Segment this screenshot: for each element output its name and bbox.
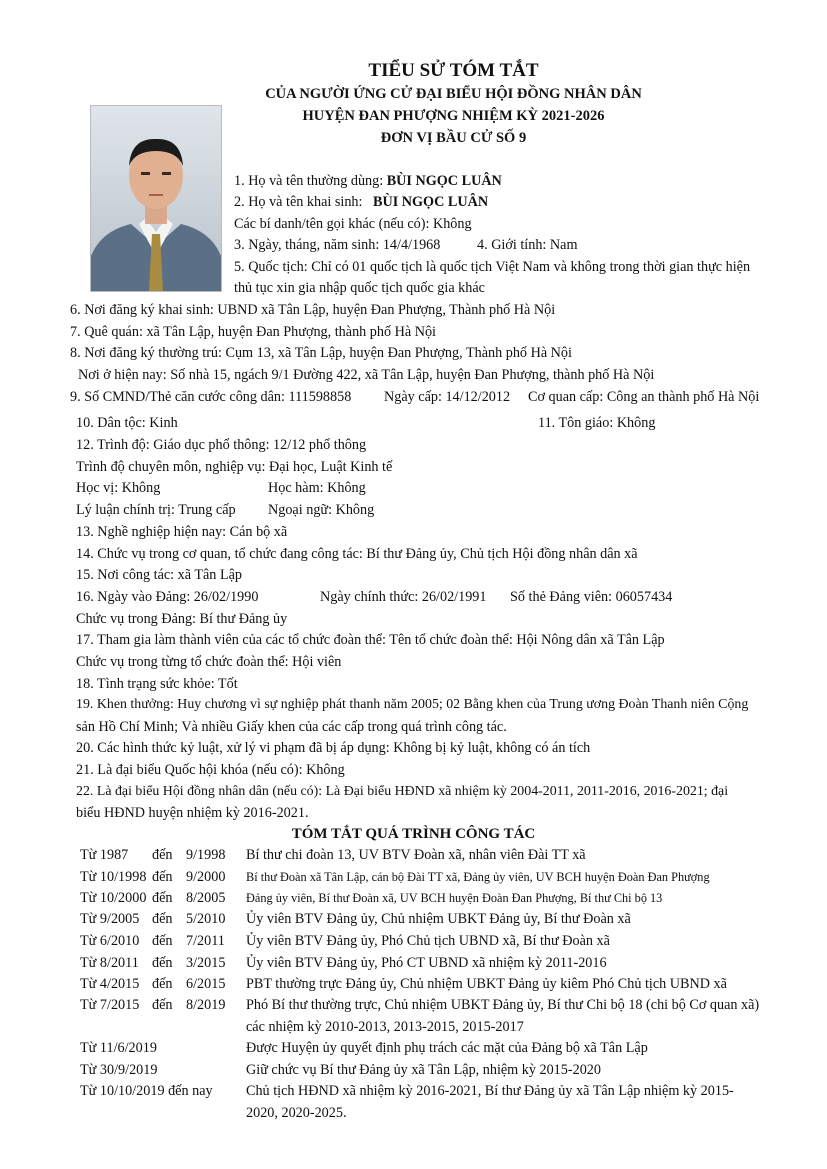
academic-title-line: Học hàm: Không: [268, 480, 366, 496]
name-birth-value: BÙI NGỌC LUÂN: [373, 194, 489, 210]
career-from: Từ 8/2011: [80, 955, 139, 971]
id-number-line: 9. Số CMND/Thẻ căn cước công dân: 111598858: [70, 389, 352, 405]
career-from: Từ 11/6/2019: [80, 1040, 157, 1056]
politics-line: Lý luận chính trị: Trung cấp: [76, 502, 236, 518]
career-from: Từ 1987: [80, 847, 129, 863]
position-line: 14. Chức vụ trong cơ quan, tổ chức đang công tác: Bí thư Đảng ủy, Chủ tịch Hội đồng nhân dân xã: [76, 546, 638, 562]
party-card-line: Số thẻ Đảng viên: 06057434: [510, 589, 673, 605]
career-description-continued: 2020, 2020-2025.: [246, 1105, 347, 1121]
career-from: Từ 10/2000: [80, 890, 147, 906]
subtitle-council: CỦA NGƯỜI ỨNG CỬ ĐẠI BIỂU HỘI ĐỒNG NHÂN DÂN: [265, 86, 642, 102]
awards-line-1: 19. Khen thưởng: Huy chương vì sự nghiệp phát thanh năm 2005; 02 Bằng khen của Trung ương Đoàn Thanh niên Cộng: [76, 697, 749, 712]
discipline-line: 20. Các hình thức kỷ luật, xử lý vi phạm đã bị áp dụng: Không bị kỷ luật, không có án tích: [76, 740, 591, 756]
career-from: Từ 10/10/2019 đến nay: [80, 1083, 213, 1099]
awards-line-2: sản Hồ Chí Minh; Và nhiều Giấy khen của các cấp trong quá trình công tác.: [76, 719, 507, 735]
council-line-1: 22. Là đại biểu Hội đồng nhân dân (nếu có): Là Đại biểu HĐND xã nhiệm kỳ 2004-2011, 2011-2016, 2016-2021; đại: [76, 784, 729, 799]
career-to: 9/1998: [186, 847, 226, 863]
career-from: Từ 30/9/2019: [80, 1062, 158, 1078]
id-date-line: Ngày cấp: 14/12/2012: [384, 389, 511, 405]
subtitle-constituency: ĐƠN VỊ BẦU CỬ SỐ 9: [380, 130, 527, 146]
name-birth-label: 2. Họ và tên khai sinh:: [234, 194, 363, 210]
name-common-label: 1. Họ và tên thường dùng:: [234, 173, 387, 189]
portrait-illustration: [91, 106, 221, 291]
career-to: 8/2005: [186, 890, 226, 906]
career-from: Từ 10/1998: [80, 869, 147, 885]
mass-organization-role-line: Chức vụ trong từng tổ chức đoàn thể: Hội viên: [76, 654, 342, 670]
career-description: PBT thường trực Đảng ủy, Chủ nhiệm UBKT Đảng ủy kiêm Phó Chủ tịch UBND xã: [246, 976, 727, 992]
career-description: Ủy viên BTV Đảng ủy, Chủ nhiệm UBKT Đảng ủy, Bí thư Đoàn xã: [246, 911, 631, 927]
career-to-word: đến: [152, 847, 173, 863]
career-from: Từ 4/2015: [80, 976, 140, 992]
career-description: Bí thư Đoàn xã Tân Lập, cán bộ Đài TT xã, Đảng ủy viên, UV BCH huyện Đoàn Đan Phượng: [246, 870, 710, 884]
career-to-word: đến: [152, 869, 173, 885]
dob-line: 3. Ngày, tháng, năm sinh: 14/4/1968: [234, 237, 441, 253]
document-title: TIỂU SỬ TÓM TẮT: [368, 60, 539, 81]
career-to-word: đến: [152, 890, 173, 906]
career-to-word: đến: [152, 976, 173, 992]
career-description: Được Huyện ủy quyết định phụ trách các mặt của Đảng bộ xã Tân Lập: [246, 1040, 648, 1056]
party-official-line: Ngày chính thức: 26/02/1991: [320, 589, 487, 605]
career-section-title: TÓM TẮT QUÁ TRÌNH CÔNG TÁC: [291, 826, 536, 842]
party-join-line: 16. Ngày vào Đảng: 26/02/1990: [76, 589, 259, 605]
national-assembly-line: 21. Là đại biểu Quốc hội khóa (nếu có): Không: [76, 762, 345, 778]
career-to-word: đến: [152, 933, 173, 949]
career-to: 9/2000: [186, 869, 226, 885]
portrait-photo: [90, 105, 222, 292]
party-position-line: Chức vụ trong Đảng: Bí thư Đảng ủy: [76, 611, 288, 627]
degree-line: Học vị: Không: [76, 480, 161, 496]
council-line-2: biểu HĐND huyện nhiệm kỳ 2016-2021.: [76, 805, 309, 821]
name-common-value: BÙI NGỌC LUÂN: [386, 173, 502, 189]
nationality-line-1: 5. Quốc tịch: Chỉ có 01 quốc tịch là quốc tịch Việt Nam và không trong thời gian thực hiện: [234, 259, 751, 275]
career-to-word: đến: [152, 997, 173, 1013]
career-description: Đảng ủy viên, Bí thư Đoàn xã, UV BCH huyện Đoàn Đan Phượng, Bí thư Chi bộ 13: [246, 891, 663, 905]
career-description: Chủ tịch HĐND xã nhiệm kỳ 2016-2021, Bí thư Đảng ủy xã Tân Lập nhiệm kỳ 2015-: [246, 1083, 734, 1099]
subtitle-district: HUYỆN ĐAN PHƯỢNG NHIỆM KỲ 2021-2026: [302, 108, 605, 124]
workplace-line: 15. Nơi công tác: xã Tân Lập: [76, 567, 243, 583]
name-common-line: [234, 173, 502, 190]
career-from: Từ 6/2010: [80, 933, 140, 949]
residence-line: 8. Nơi đăng ký thường trú: Cụm 13, xã Tân Lập, huyện Đan Phượng, Thành phố Hà Nội: [70, 345, 572, 361]
career-description: Bí thư chi đoàn 13, UV BTV Đoàn xã, nhân viên Đài TT xã: [246, 847, 586, 863]
career-description: Phó Bí thư thường trực, Chủ nhiệm UBKT Đảng ủy, Bí thư Chi bộ 18 (chi bộ Cơ quan xã): [246, 997, 760, 1013]
career-to-word: đến: [152, 955, 173, 971]
hometown-line: 7. Quê quán: xã Tân Lập, huyện Đan Phượng, thành phố Hà Nội: [70, 324, 436, 340]
career-to: 5/2010: [186, 911, 226, 927]
career-description: Ủy viên BTV Đảng ủy, Phó Chủ tịch UBND xã, Bí thư Đoàn xã: [246, 933, 610, 949]
id-issuer-line: Cơ quan cấp: Công an thành phố Hà Nội: [528, 389, 760, 405]
specialty-line: Trình độ chuyên môn, nghiệp vụ: Đại học, Luật Kinh tế: [76, 459, 393, 475]
health-line: 18. Tình trạng sức khỏe: Tốt: [76, 676, 238, 692]
career-description: Ủy viên BTV Đảng ủy, Phó CT UBND xã nhiệm kỳ 2011-2016: [246, 955, 607, 971]
occupation-line: 13. Nghề nghiệp hiện nay: Cán bộ xã: [76, 524, 288, 540]
career-to: 8/2019: [186, 997, 226, 1013]
current-address-line: Nơi ở hiện nay: Số nhà 15, ngách 9/1 Đường 422, xã Tân Lập, huyện Đan Phượng, thành phố Hà Nội: [78, 367, 655, 383]
birth-registration-line: 6. Nơi đăng ký khai sinh: UBND xã Tân Lập, huyện Đan Phượng, Thành phố Hà Nội: [70, 302, 556, 318]
religion-line: 11. Tôn giáo: Không: [538, 415, 656, 431]
alias-line: Các bí danh/tên gọi khác (nếu có): Không: [234, 216, 472, 232]
career-to-word: đến: [152, 911, 173, 927]
career-to: 6/2015: [186, 976, 226, 992]
career-from: Từ 9/2005: [80, 911, 140, 927]
career-from: Từ 7/2015: [80, 997, 140, 1013]
career-to: 3/2015: [186, 955, 226, 971]
gender-line: 4. Giới tính: Nam: [477, 237, 578, 253]
career-description-continued: các nhiệm kỳ 2010-2013, 2013-2015, 2015-2017: [246, 1019, 524, 1035]
career-description: Giữ chức vụ Bí thư Đảng ủy xã Tân Lập, nhiệm kỳ 2015-2020: [246, 1062, 601, 1078]
nationality-line-2: thủ tục xin gia nhập quốc tịch quốc gia khác: [234, 280, 485, 296]
ethnicity-line: 10. Dân tộc: Kinh: [76, 415, 178, 431]
education-line: 12. Trình độ: Giáo dục phổ thông: 12/12 phổ thông: [76, 437, 367, 453]
name-birth-line: [234, 194, 488, 211]
career-to: 7/2011: [186, 933, 225, 949]
mass-organization-line: 17. Tham gia làm thành viên của các tổ chức đoàn thể: Tên tổ chức đoàn thể: Hội Nông dân xã Tân Lập: [76, 632, 665, 648]
language-line: Ngoại ngữ: Không: [268, 502, 375, 518]
